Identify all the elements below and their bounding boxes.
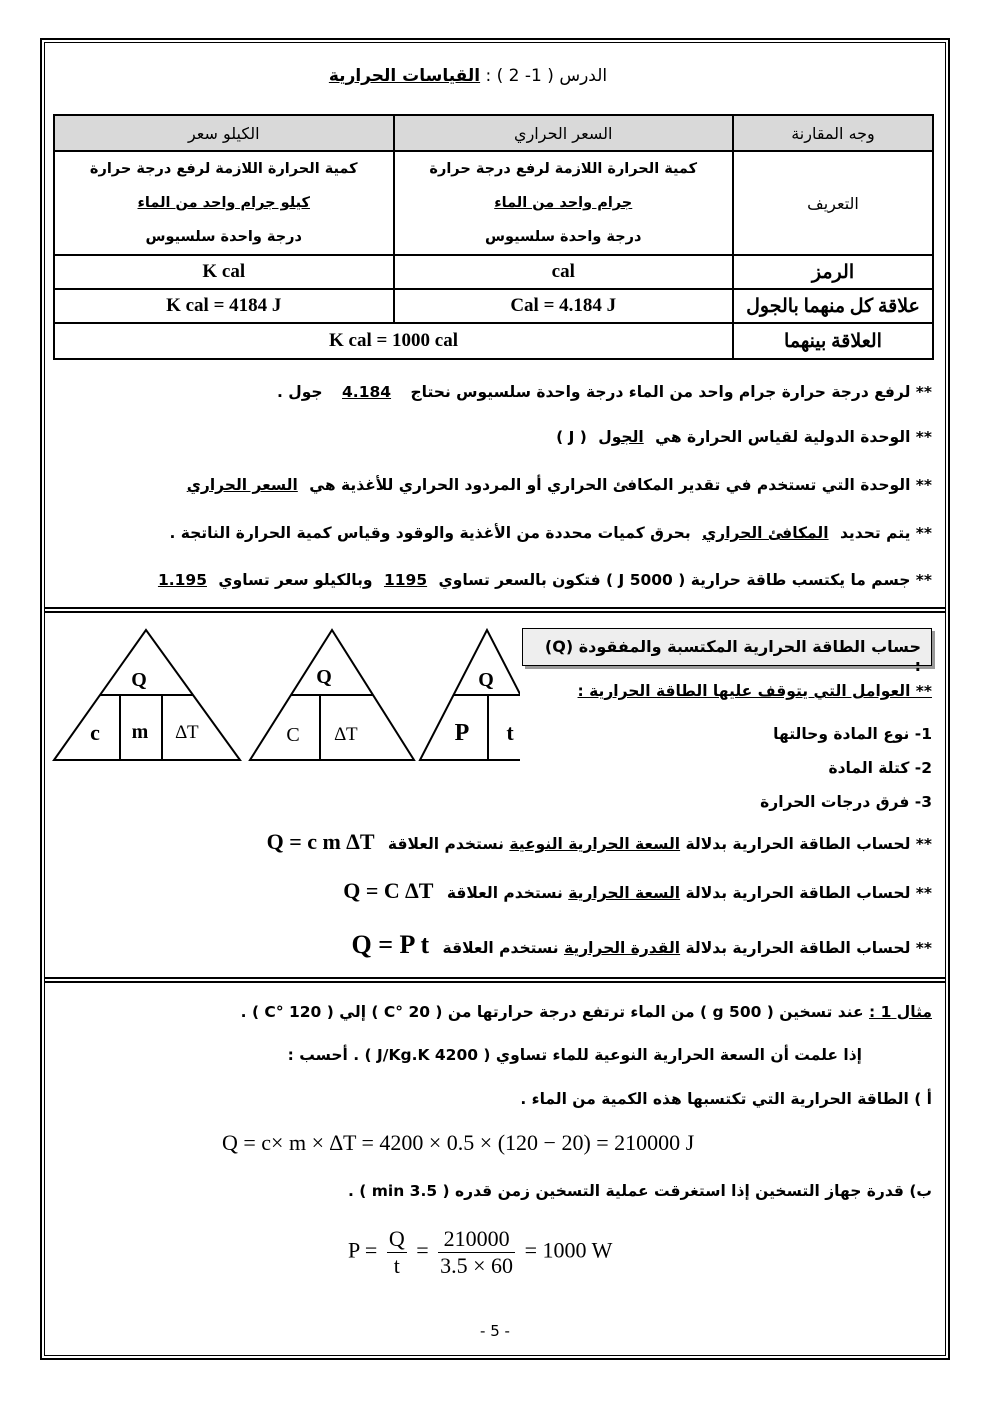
fact-text: بحرق كميات محددة من الأغذية والوقود وقياس كمية الحرارة الناتجة . (169, 524, 691, 542)
symbol-row (54, 255, 933, 289)
kilocalorie-definition (54, 151, 394, 255)
example-part-b (348, 1182, 932, 1200)
kilocalorie-symbol: K cal (54, 255, 394, 289)
rule-thermal-power (351, 930, 932, 960)
fact-answer: الجول (598, 428, 644, 446)
fact-text: ** يتم تحديد (839, 524, 932, 542)
factor-item (760, 793, 932, 811)
factor-num: 2- (914, 759, 932, 777)
equation-b (348, 1226, 612, 1279)
joule-label: علاقة كل منهما بالجول (733, 289, 933, 323)
calorie-def-line: كمية الحرارة اللازمة لرفع درجة حرارة (429, 161, 698, 177)
relation-value: K cal = 1000 cal (54, 323, 733, 359)
triangle-top-label: Q (316, 666, 332, 688)
triangle-cell-label: P (454, 720, 470, 746)
lesson-title (300, 66, 636, 86)
calorie-def-line: جرام واحد من الماء (494, 195, 633, 211)
relation-label: العلاقة بينهما (733, 323, 933, 359)
fact-text: ** جسم ما يكتسب طاقة حرارية ( 5000 J ) فتكون بالسعر تساوي (438, 571, 932, 589)
definition-label: التعريف (733, 151, 933, 255)
kilocalorie-def-line: درجة واحدة سلسيوس (145, 229, 302, 245)
header-kilocalorie: الكيلو سعر (54, 115, 394, 151)
kilocalorie-def-line: كيلو جرام واحد من الماء (137, 195, 310, 211)
example-text: ب) قدرة جهاز التسخين إذا استغرقت عملية التسخين زمن قدره ( 3.5 min ) . (347, 1182, 932, 1200)
relation-row (54, 323, 933, 359)
example-part-a (520, 1090, 932, 1108)
header-aspect: وجه المقارنة (733, 115, 933, 151)
kilocalorie-joule: K cal = 4184 J (54, 289, 394, 323)
calorie-joule: Cal = 4.184 J (394, 289, 734, 323)
fraction-numerator: Q (388, 1226, 405, 1251)
fact-answer: 1.195 (157, 571, 207, 589)
fact-text: وبالكيلو سعر تساوي (218, 571, 373, 589)
eq-rhs: = 1000 W (524, 1237, 613, 1263)
triangle-top-label: Q (131, 669, 147, 691)
fact-2 (556, 428, 932, 446)
rule-text: ** لحساب الطاقة الحرارية بدلالة (685, 835, 932, 853)
fraction-denominator: t (393, 1253, 400, 1278)
table-header-row (54, 115, 933, 151)
fact-answer: 4.184 (342, 383, 392, 401)
fact-4 (169, 524, 932, 542)
section-divider (44, 607, 946, 613)
fact-5 (152, 571, 932, 589)
fact-answer: السعر الحراري (186, 476, 298, 494)
factor-num: 3- (914, 793, 932, 811)
fact-answer: المكافئ الحراري (702, 524, 829, 542)
fact-text: ** الوحدة التي تستخدم في تقدير المكافئ الحراري أو المردود الحراري للأغذية هي (309, 476, 932, 494)
factors-title-text: ** العوامل التي يتوقف عليها الطاقة الحرارية : (577, 682, 932, 700)
equation-a: Q = c× m × ∆T = 4200 × 0.5 × (120 − 20) = 210000 J (222, 1130, 695, 1155)
lesson-title-main: القياسات الحرارية (328, 66, 481, 86)
fact-text: جول . (276, 383, 323, 401)
example-text: أ ) الطاقة الحرارية التي تكتسبها هذه الكمية من الماء . (520, 1090, 932, 1108)
factors-title (578, 682, 932, 700)
rule-formula: Q = C ∆T (343, 878, 434, 903)
rule-formula: Q = c m ∆T (266, 829, 375, 854)
rule-heat-capacity (343, 878, 932, 904)
rule-text: ** لحساب الطاقة الحرارية بدلالة (685, 884, 932, 902)
header-calorie: السعر الحراري (394, 115, 734, 151)
triangle-cell-label: t (506, 720, 514, 745)
example-label: مثال 1 : (869, 1003, 932, 1021)
formula-triangles (50, 620, 520, 770)
example-line-1 (241, 1003, 932, 1021)
rule-specific-heat (267, 829, 932, 855)
definition-row (54, 151, 933, 255)
page-number: - 5 - (480, 1322, 510, 1340)
eq-lhs: P = (348, 1237, 378, 1263)
factor-text: كتلة المادة (828, 759, 910, 777)
triangle-cell-label: m (131, 721, 149, 743)
fraction-values (438, 1226, 515, 1279)
fact-text: ** الوحدة الدولية لقياس الحرارة هي (655, 428, 932, 446)
symbol-label: الرمز (733, 255, 933, 289)
triangle-cell-label: C (286, 724, 300, 746)
rule-key: القدرة الحرارية (563, 939, 681, 957)
calorie-definition (394, 151, 734, 255)
factor-num: 1- (914, 725, 932, 743)
heat-section-title-box (522, 628, 932, 675)
joule-row (54, 289, 933, 323)
rule-key: السعة الحرارية النوعية (509, 835, 681, 853)
lesson-title-prefix: الدرس ( 1- 2 ) : (485, 66, 608, 86)
eq-equals: = (416, 1237, 429, 1263)
calorie-symbol: cal (394, 255, 734, 289)
section-divider (44, 977, 946, 983)
rule-formula: Q = P t (351, 930, 430, 959)
triangle-cell-label: ∆T (334, 724, 358, 745)
triangle-cell-label: c (90, 720, 100, 745)
fraction-denominator: 3.5 × 60 (440, 1253, 514, 1278)
triangle-cell-label: ∆T (175, 722, 199, 743)
rule-text: نستخدم العلاقة (446, 884, 563, 902)
fact-text: ( J ) (556, 428, 587, 446)
fraction-numerator: 210000 (438, 1226, 515, 1253)
factor-item (773, 725, 932, 743)
example-line-2 (288, 1046, 862, 1064)
rule-text: نستخدم العلاقة (442, 939, 559, 957)
kilocalorie-def-line: كمية الحرارة اللازمة لرفع درجة حرارة (89, 161, 358, 177)
fact-3 (181, 476, 932, 494)
calorie-def-line: درجة واحدة سلسيوس (485, 229, 642, 245)
comparison-table (53, 114, 934, 360)
triangle-top-label: Q (478, 669, 494, 691)
fraction-q-over-t (387, 1226, 407, 1279)
example-text: عند تسخين ( 500 g ) من الماء ترتفع درجة حرارتها من ( 20 °C ) إلي ( 120 °C ) . (240, 1003, 864, 1021)
factor-text: نوع المادة وحالتها (773, 725, 910, 743)
factor-text: فرق درجات الحرارة (760, 793, 910, 811)
example-text: إذا علمت أن السعة الحرارية النوعية للماء تساوي ( 4200 J/Kg.K ) . أحسب : (287, 1046, 862, 1064)
fact-1 (277, 383, 932, 401)
fact-text: ** لرفع درجة حرارة جرام واحد من الماء درجة واحدة سلسيوس نحتاج (410, 383, 932, 401)
factor-item (828, 759, 932, 777)
rule-text: نستخدم العلاقة (387, 835, 504, 853)
rule-key: السعة الحرارية (568, 884, 681, 902)
heat-section-title: حساب الطاقة الحرارية المكتسبة والمفقودة (Q) : (544, 637, 921, 675)
rule-text: ** لحساب الطاقة الحرارية بدلالة (685, 939, 932, 957)
fact-answer: 1195 (383, 571, 428, 589)
